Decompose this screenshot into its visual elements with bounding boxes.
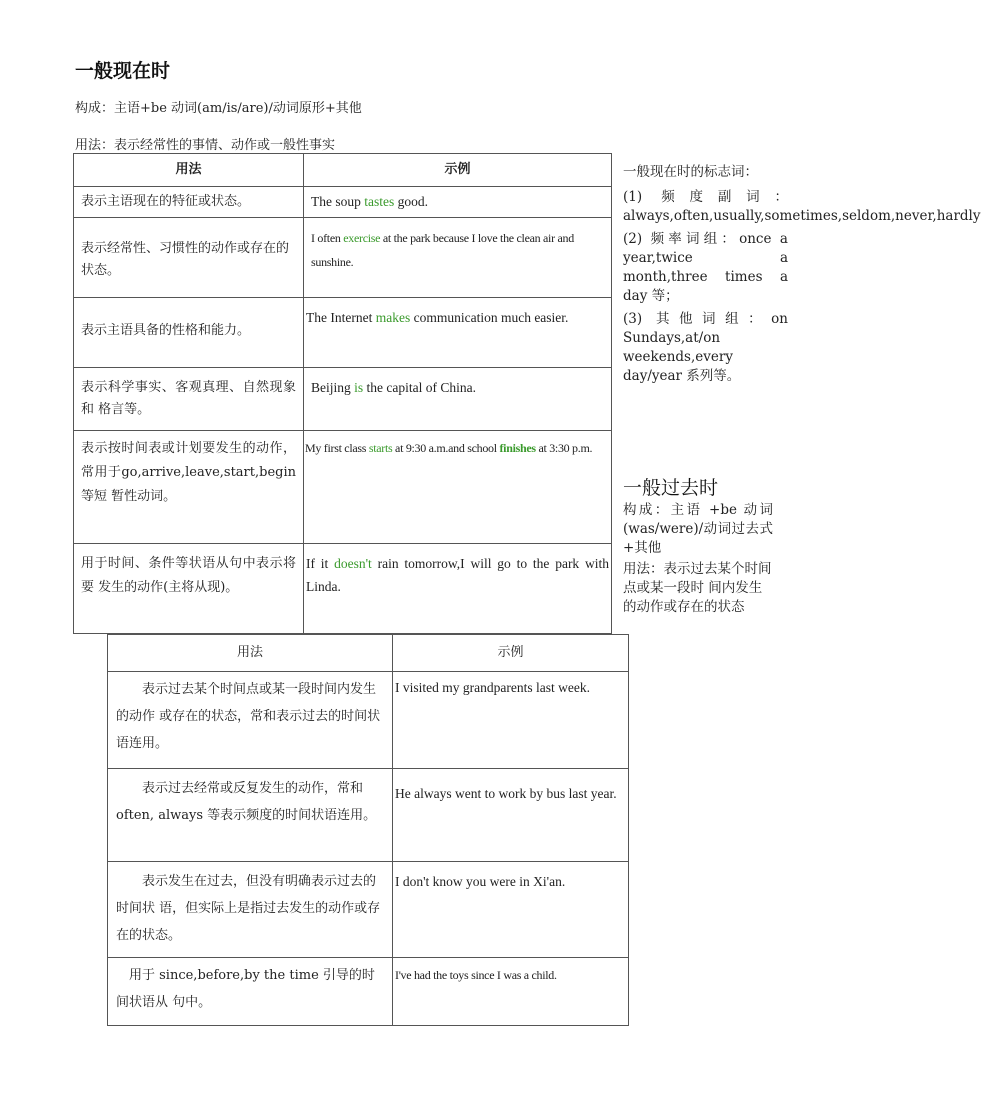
- usage-cell: 表示主语具备的性格和能力。: [81, 323, 251, 338]
- table-row: [108, 672, 629, 769]
- usage-cell: 表示经常性、习惯性的动作或存在的 状态。: [81, 241, 290, 278]
- past-tense-table: [107, 634, 629, 1026]
- example-cell: I often exercise at the park because I love the clean air and sunshine.: [311, 231, 574, 269]
- signal-words-item: (1) 频度副词：always,often,usually,sometimes,seldom,never,hardly: [623, 189, 981, 224]
- table-row: [74, 187, 612, 218]
- table-header-usage: 用法: [108, 635, 393, 672]
- signal-words-title: 一般现在时的标志词：: [623, 164, 758, 180]
- present-tense-table: [73, 153, 612, 634]
- example-cell: The Internet makes communication much easier.: [306, 310, 569, 325]
- usage-cell: 表示发生在过去，但没有明确表示过去的时间状 语，但实际上是指过去发生的动作或存在的状态。: [116, 874, 381, 943]
- highlighted-verb: tastes: [364, 194, 395, 209]
- example-cell: I've had the toys since I was a child.: [395, 968, 557, 982]
- highlighted-verb: starts: [368, 441, 393, 455]
- example-cell: If it doesn't rain tomorrow,I will go to the park with Linda.: [306, 556, 609, 594]
- signal-words-panel: [623, 163, 981, 386]
- highlighted-verb: is: [354, 380, 364, 395]
- signal-words-item: (3) 其他词组：on Sundays,at/on weekends,every day/year 系列等。: [623, 311, 788, 384]
- table-row: [108, 958, 629, 1026]
- usage-cell: 用于 since,before,by the time 引导的时间状语从 句中。: [116, 968, 375, 1010]
- page-title-past: 一般过去时: [623, 477, 719, 499]
- table-row: [74, 431, 612, 544]
- usage-cell: 表示过去经常或反复发生的动作，常和 often, always 等表示频度的时间状语连用。: [116, 781, 377, 823]
- present-usage: 用法：表示经常性的事情、动作或一般性事实: [75, 138, 336, 153]
- table-header-usage: 用法: [74, 154, 304, 187]
- highlighted-verb: doesn't: [334, 556, 372, 571]
- past-usage: 用法：表示过去某个时间点或某一段时 间内发生的动作或存在的状态: [623, 561, 772, 615]
- table-row: [74, 544, 612, 634]
- highlighted-verb: makes: [375, 310, 411, 325]
- table-row: [74, 218, 612, 298]
- example-cell: Beijing is the capital of China.: [311, 380, 476, 395]
- usage-cell: 表示过去某个时间点或某一段时间内发生的动作 或存在的状态，常和表示过去的时间状语连用。: [116, 682, 381, 751]
- usage-cell: 表示按时间表或计划要发生的动作，常用于go,arrive,leave,start,begin 等短 暂性动词。: [81, 441, 296, 504]
- table-header-example: 示例: [393, 635, 629, 672]
- highlighted-verb: finishes: [499, 441, 536, 455]
- table-row: [74, 368, 612, 431]
- example-cell: I don't know you were in Xi'an.: [395, 874, 566, 889]
- signal-words-item: (2) 频率词组：once a year,twice a month,three times a day 等；: [623, 231, 788, 304]
- usage-cell: 表示主语现在的特征或状态。: [81, 194, 251, 209]
- present-structure: 构成：主语+be 动词(am/is/are)/动词原形+其他: [75, 101, 362, 116]
- example-cell: He always went to work by bus last year.: [395, 786, 617, 801]
- example-cell: The soup tastes good.: [311, 194, 428, 209]
- page-title-present: 一般现在时: [75, 60, 171, 82]
- table-header-example: 示例: [304, 154, 612, 187]
- table-row: [74, 298, 612, 368]
- usage-cell: 用于时间、条件等状语从句中表示将要 发生的动作(主将从现)。: [81, 556, 296, 595]
- example-cell: I visited my grandparents last week.: [395, 680, 590, 695]
- usage-cell: 表示科学事实、客观真理、自然现象和 格言等。: [81, 380, 296, 417]
- example-cell: My first class starts at 9:30 a.m.and school finishes at 3:30 p.m.: [305, 441, 593, 455]
- highlighted-verb: exercise: [343, 231, 381, 245]
- past-structure: 构成：主语 +be 动词(was/were)/动词过去式+其他: [623, 502, 773, 556]
- table-row: [108, 862, 629, 958]
- table-row: [108, 769, 629, 862]
